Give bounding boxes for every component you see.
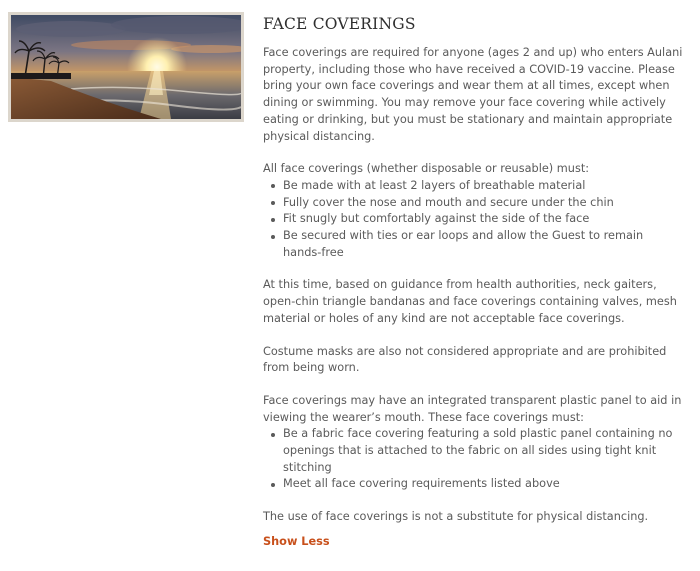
list-item: Fit snugly but comfortably against the side of the face	[283, 211, 683, 228]
panel-requirements-list	[263, 426, 683, 493]
requirements-list	[263, 178, 683, 262]
panel-heading: Face coverings may have an integrated transparent plastic panel to aid in viewing the wearer’s mouth. These face coverings must:	[263, 393, 682, 424]
list-item: Fully cover the nose and mouth and secure under the chin	[283, 195, 683, 212]
costume-paragraph: Costume masks are also not considered appropriate and are prohibited from being worn.	[263, 344, 667, 375]
list-item: Meet all face covering requirements listed above	[283, 476, 683, 493]
closing-paragraph: The use of face coverings is not a substitute for physical distancing.	[263, 510, 649, 524]
list-item: Be a fabric face covering featuring a sold plastic panel containing no openings that is attached to the fabric on all sides using tight knit stitching	[283, 426, 683, 476]
show-less-link[interactable]: Show Less	[263, 534, 330, 548]
requirements-heading: All face coverings (whether disposable or reusable) must:	[263, 162, 590, 176]
beach-sunset-photo	[8, 12, 244, 122]
guidance-paragraph: At this time, based on guidance from health authorities, neck gaiters, open-chin triangle bandanas and face coverings containing valves, mesh material or holes of any kind are not acceptable face coverings.	[263, 278, 677, 325]
section-title: FACE COVERINGS	[263, 15, 416, 33]
list-item: Be made with at least 2 layers of breathable material	[283, 178, 683, 195]
intro-paragraph: Face coverings are required for anyone (ages 2 and up) who enters Aulani property, including those who have received a COVID-19 vaccine. Please bring your own face coverings and wear them at all times, except when dining or swimming. You may remove your face covering while actively eating or drinking, but you must be stationary and maintain appropriate physical distancing.	[263, 46, 683, 143]
face-coverings-section	[263, 14, 683, 550]
beach-sunset-image	[11, 15, 241, 119]
list-item: Be secured with ties or ear loops and allow the Guest to remain hands-free	[283, 228, 683, 261]
